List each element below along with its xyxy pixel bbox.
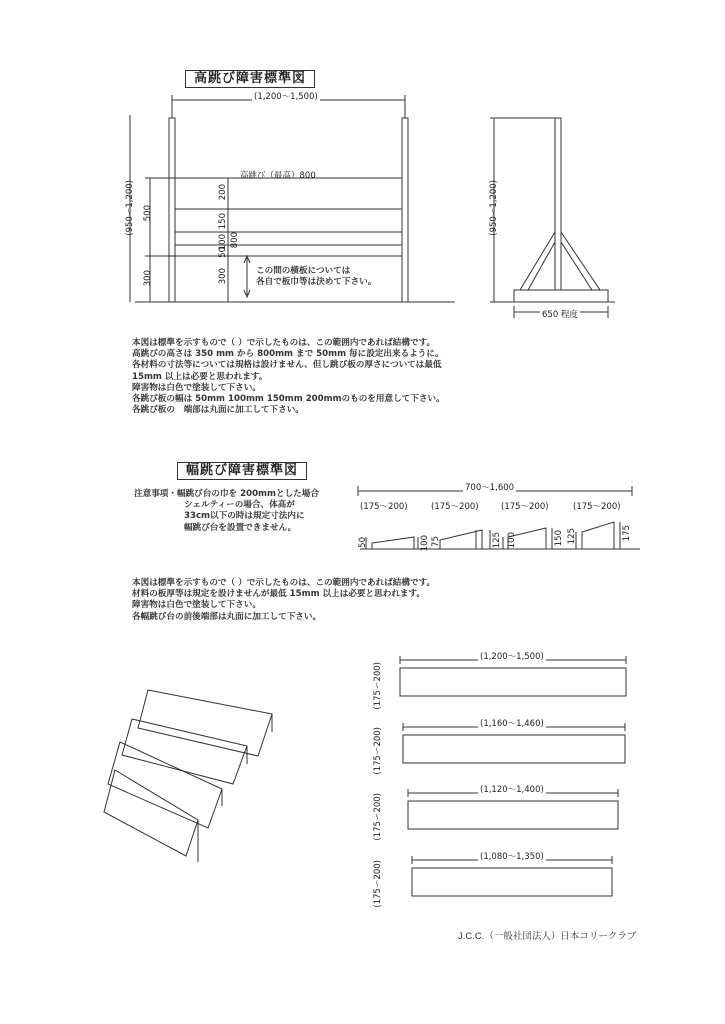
broad-jump-note-1: 本図は標準を示すもので（ ）で示したものは、この範囲内であれば結構です。 bbox=[132, 578, 436, 588]
dim-800: 800 bbox=[230, 232, 240, 249]
high-jump-notes bbox=[132, 338, 445, 416]
side-width-dim: 650 程度 bbox=[542, 310, 578, 320]
board-dim-100: 100 bbox=[218, 234, 228, 251]
plank-3-length: (1,120～1,400) bbox=[480, 785, 544, 795]
broad-jump-note-4: 各幅跳び台の前後端部は丸面に加工して下さい。 bbox=[132, 611, 322, 622]
board-dim-300: 300 bbox=[218, 268, 228, 285]
high-jump-height-dim: (950～1,200) bbox=[125, 180, 135, 236]
board-dim-150: 150 bbox=[218, 213, 228, 230]
plank-4-length: (1,080～1,350) bbox=[480, 852, 544, 862]
unit-dim-4: (175～200) bbox=[573, 502, 621, 512]
high-jump-note-1: 本図は標準を示すもので（ ）で示したものは、この範囲内であれば結構です。 bbox=[132, 338, 436, 348]
broad-jump-title: 幅跳び障害標準図 bbox=[177, 462, 307, 480]
high-jump-note-7: 各跳び板の 端部は丸面に加工して下さい。 bbox=[132, 405, 304, 416]
high-jump-side-view bbox=[490, 118, 615, 318]
unit-dim-1: (175～200) bbox=[360, 502, 408, 512]
board-dim-200: 200 bbox=[218, 184, 228, 201]
gap-note-line-1: この間の横板については bbox=[256, 266, 351, 276]
height-125: 125 bbox=[492, 532, 502, 549]
height-175: 175 bbox=[622, 525, 632, 542]
plank-1-length: (1,200～1,500) bbox=[480, 652, 544, 662]
high-jump-note-6: 各跳び板の幅は 50mm 100mm 150mm 200mmのものを用意して下さい。 bbox=[132, 394, 445, 405]
height-75: 75 bbox=[431, 536, 441, 547]
broad-jump-perspective bbox=[104, 690, 272, 862]
height-125b: 125 bbox=[567, 528, 577, 545]
plank-2-length: (1,160～1,460) bbox=[480, 719, 544, 729]
caution-line-1: 注意事項・幅跳び台の巾を 200mmとした場合 bbox=[134, 489, 319, 499]
dim-500: 500 bbox=[143, 205, 153, 222]
broad-jump-notes bbox=[132, 578, 435, 623]
high-jump-note-4: 15mm 以上は必要と思われます。 bbox=[132, 371, 268, 382]
broad-jump-caution bbox=[134, 489, 319, 534]
unit-dim-3: (175～200) bbox=[501, 502, 549, 512]
max-height-label: 高跳び（最高）800 bbox=[240, 171, 316, 181]
broad-jump-note-2: 材料の板厚等は規定を設けませんが最低 15mm 以上は必要と思われます。 bbox=[132, 589, 425, 600]
caution-line-4: 幅跳び台を設置できません。 bbox=[184, 522, 297, 533]
high-jump-title: 高跳び障害標準図 bbox=[185, 70, 315, 88]
plank-1-width: (175～200) bbox=[373, 662, 383, 710]
caution-line-3: 33cm以下の時は規定寸法内に bbox=[184, 511, 305, 522]
caution-line-2: シェルティーの場合、体高が bbox=[184, 500, 295, 511]
plank-3-width: (175～200) bbox=[373, 793, 383, 841]
height-50: 50 bbox=[358, 537, 368, 548]
gap-note-line-2: 各自で板巾等は決めて下さい。 bbox=[256, 277, 377, 287]
high-jump-width-dim: (1,200～1,500) bbox=[254, 92, 318, 102]
plank-2-width: (175～200) bbox=[373, 727, 383, 775]
high-jump-note-3: 各材料の寸法等については規格は設けません、但し跳び板の厚さについては最低 bbox=[132, 360, 442, 371]
unit-dim-2: (175～200) bbox=[431, 502, 479, 512]
dim-300: 300 bbox=[143, 270, 153, 287]
side-height-dim: (950～1,200) bbox=[489, 180, 499, 236]
plank-4-width: (175～200) bbox=[373, 860, 383, 908]
broad-jump-note-3: 障害物は白色で塗装して下さい。 bbox=[132, 600, 261, 611]
footer-organization: J.C.C.（一般社団法人）日本コリークラブ bbox=[458, 931, 637, 942]
high-jump-note-2: 高跳びの高さは 350 mm から 800mm まで 50mm 毎に設定出来るように。 bbox=[132, 349, 444, 360]
broad-jump-total-dim: 700～1,600 bbox=[465, 483, 515, 493]
high-jump-note-5: 障害物は白色で塗装して下さい。 bbox=[132, 382, 261, 393]
height-100: 100 bbox=[420, 535, 430, 552]
board-dim-50: 50 bbox=[218, 247, 228, 258]
height-150: 150 bbox=[554, 530, 564, 547]
height-100b: 100 bbox=[507, 532, 517, 549]
